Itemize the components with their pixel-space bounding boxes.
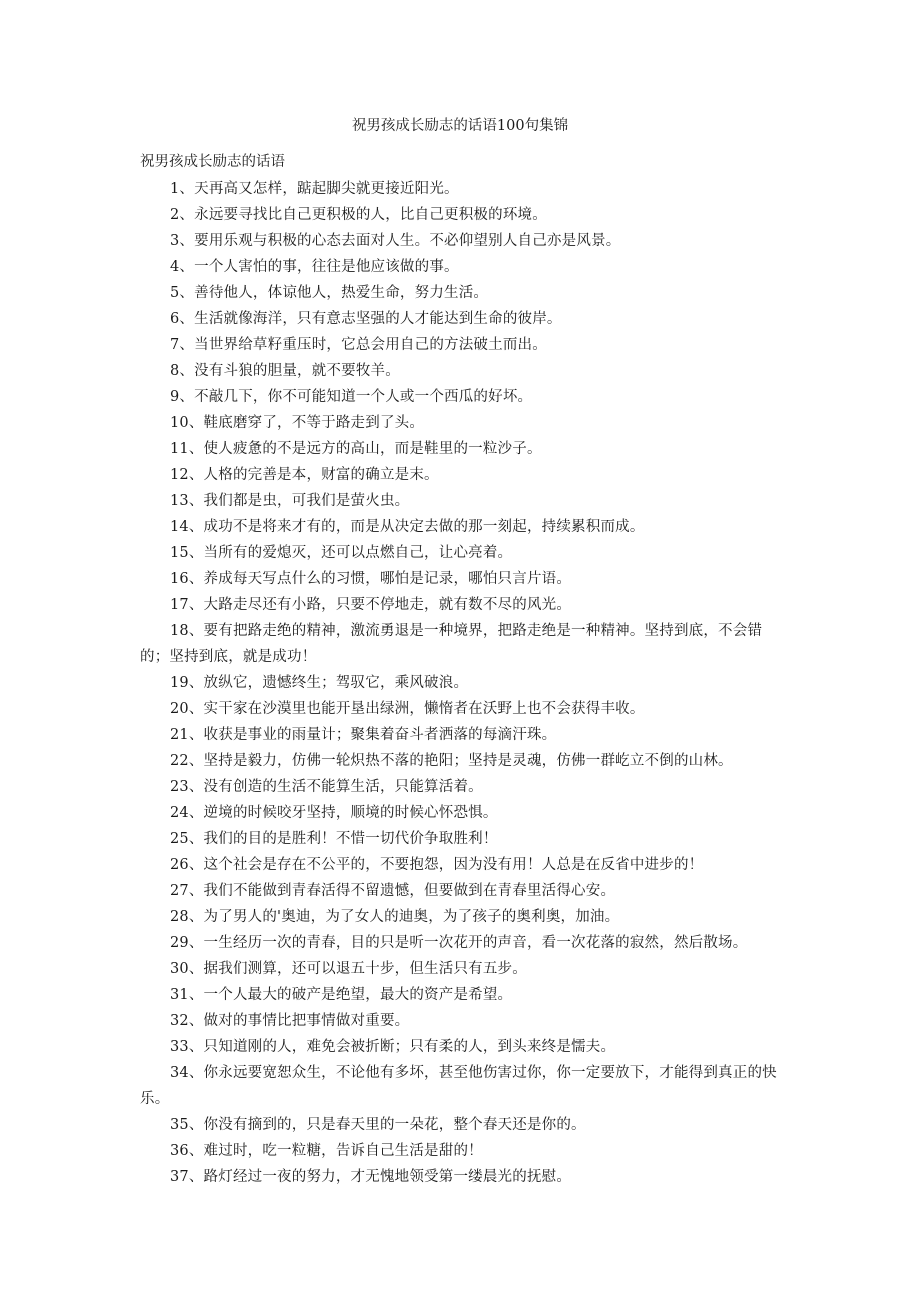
quote-item: 9、不敲几下，你不可能知道一个人或一个西瓜的好坏。: [170, 389, 533, 405]
document-title: 祝男孩成长励志的话语100句集锦: [351, 118, 569, 134]
quote-item: 13、我们都是虫，可我们是萤火虫。: [170, 493, 410, 509]
quote-item: 27、我们不能做到青春活得不留遗憾，但要做到在青春里活得心安。: [170, 883, 616, 899]
quote-item: 30、据我们测算，还可以退五十步，但生活只有五步。: [170, 961, 527, 977]
quote-item: 12、人格的完善是本，财富的确立是末。: [170, 467, 439, 483]
quote-item: 2、永远要寻找比自己更积极的人，比自己更积极的环境。: [170, 207, 547, 223]
quote-item: 15、当所有的爱熄灭，还可以点燃自己，让心亮着。: [170, 545, 513, 561]
quote-item: 10、鞋底磨穿了，不等于路走到了头。: [170, 415, 425, 431]
quote-item: 11、使人疲惫的不是远方的高山，而是鞋里的一粒沙子。: [170, 441, 542, 457]
quote-item: 20、实干家在沙漠里也能开垦出绿洲，懒惰者在沃野上也不会获得丰收。: [170, 701, 645, 717]
quote-item: 25、我们的目的是胜利！不惜一切代价争取胜利！: [170, 831, 498, 847]
quote-item: 22、坚持是毅力，仿佛一轮炽热不落的艳阳；坚持是灵魂，仿佛一群屹立不倒的山林。: [170, 753, 733, 769]
quote-list: [140, 176, 790, 1190]
quote-item: 29、一生经历一次的青春，目的只是听一次花开的声音，看一次花落的寂然，然后散场。: [170, 935, 748, 951]
quote-item: 36、难过时，吃一粒糖，告诉自己生活是甜的！: [170, 1143, 483, 1159]
quote-item: 7、当世界给草籽重压时，它总会用自己的方法破土而出。: [170, 337, 547, 353]
quote-item: 24、逆境的时候咬牙坚持，顺境的时候心怀恐惧。: [170, 805, 498, 821]
quote-item: 14、成功不是将来才有的，而是从决定去做的那一刻起，持续累积而成。: [170, 519, 645, 535]
quote-item: 1、天再高又怎样，踮起脚尖就更接近阳光。: [170, 181, 459, 197]
quote-item: 34、你永远要宽恕众生，不论他有多坏，甚至他伤害过你，你一定要放下，才能得到真正的快乐。: [140, 1065, 777, 1107]
quote-item: 23、没有创造的生活不能算生活，只能算活着。: [170, 779, 483, 795]
quote-item: 28、为了男人的'奥迪，为了女人的迪奥，为了孩子的奥利奥，加油。: [170, 909, 620, 925]
quote-item: 4、一个人害怕的事，往往是他应该做的事。: [170, 259, 459, 275]
quote-item: 17、大路走尽还有小路，只要不停地走，就有数不尽的风光。: [170, 597, 572, 613]
quote-item: 6、生活就像海洋，只有意志坚强的人才能达到生命的彼岸。: [170, 311, 562, 327]
section-heading: 祝男孩成长励志的话语: [140, 154, 285, 170]
quote-item: 35、你没有摘到的，只是春天里的一朵花，整个春天还是你的。: [170, 1117, 586, 1133]
quote-item: 16、养成每天写点什么的习惯，哪怕是记录，哪怕只言片语。: [170, 571, 572, 587]
quote-item: 37、路灯经过一夜的努力，才无愧地领受第一缕晨光的抚慰。: [170, 1169, 572, 1185]
quote-item: 8、没有斗狼的胆量，就不要牧羊。: [170, 363, 400, 379]
quote-item: 18、要有把路走绝的精神，激流勇退是一种境界，把路走绝是一种精神。坚持到底，不会错的；坚持到底，就是成功！: [140, 623, 763, 665]
quote-item: 19、放纵它，遗憾终生；驾驭它，乘风破浪。: [170, 675, 469, 691]
quote-item: 31、一个人最大的破产是绝望，最大的资产是希望。: [170, 987, 513, 1003]
quote-item: 26、这个社会是存在不公平的，不要抱怨，因为没有用！人总是在反省中进步的！: [170, 857, 704, 873]
quote-item: 21、收获是事业的雨量计；聚集着奋斗者洒落的每滴汗珠。: [170, 727, 557, 743]
quote-item: 32、做对的事情比把事情做对重要。: [170, 1013, 410, 1029]
quote-item: 3、要用乐观与积极的心态去面对人生。不必仰望别人自己亦是风景。: [170, 233, 621, 249]
quote-item: 33、只知道刚的人，难免会被折断；只有柔的人，到头来终是懦夫。: [170, 1039, 616, 1055]
quote-item: 5、善待他人，体谅他人，热爱生命，努力生活。: [170, 285, 489, 301]
